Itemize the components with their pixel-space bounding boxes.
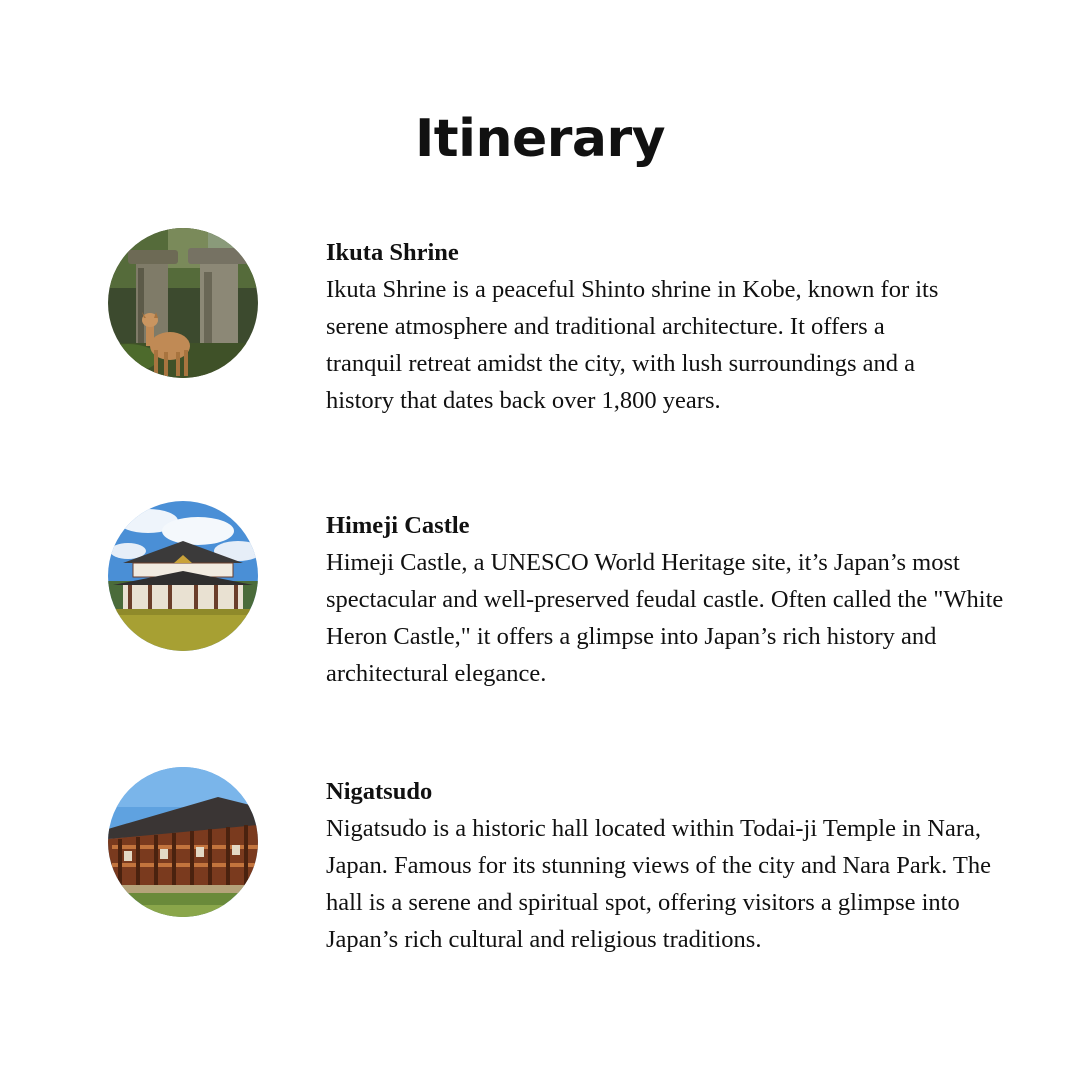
itinerary-item-ikuta-shrine	[0, 228, 1080, 428]
deer-and-stone-lanterns-photo	[108, 228, 258, 378]
itinerary-item-text	[326, 507, 1026, 692]
page-title: Itinerary	[414, 109, 666, 169]
itinerary-item-nigatsudo	[0, 767, 1080, 967]
item-title: Nigatsudo	[326, 778, 433, 805]
item-title: Ikuta Shrine	[326, 239, 459, 266]
item-description: Nigatsudo is a historic hall located within Todai-ji Temple in Nara, Japan. Famous for its stunning views of the city and Nara Park. The hall is a serene and spiritual spot, offering visitors a glimpse into Japan’s rich cultural and religious traditions.	[326, 815, 992, 953]
itinerary-item-text	[326, 234, 1026, 419]
temple-hall-photo	[108, 501, 258, 651]
itinerary-item-himeji-castle	[0, 501, 1080, 701]
item-description: Himeji Castle, a UNESCO World Heritage site, it’s Japan’s most spectacular and well-preserved feudal castle. Often called the "White Heron Castle," it offers a glimpse into Japan’s rich history and architectural elegance.	[326, 549, 1004, 687]
itinerary-item-text	[326, 773, 1026, 958]
item-description: Ikuta Shrine is a peaceful Shinto shrine in Kobe, known for its serene atmosphere and traditional architecture. It offers a tranquil retreat amidst the city, with lush surroundings and a history that dates back over 1,800 years.	[326, 276, 939, 414]
item-title: Himeji Castle	[326, 512, 470, 539]
wooden-hall-photo	[108, 767, 258, 917]
